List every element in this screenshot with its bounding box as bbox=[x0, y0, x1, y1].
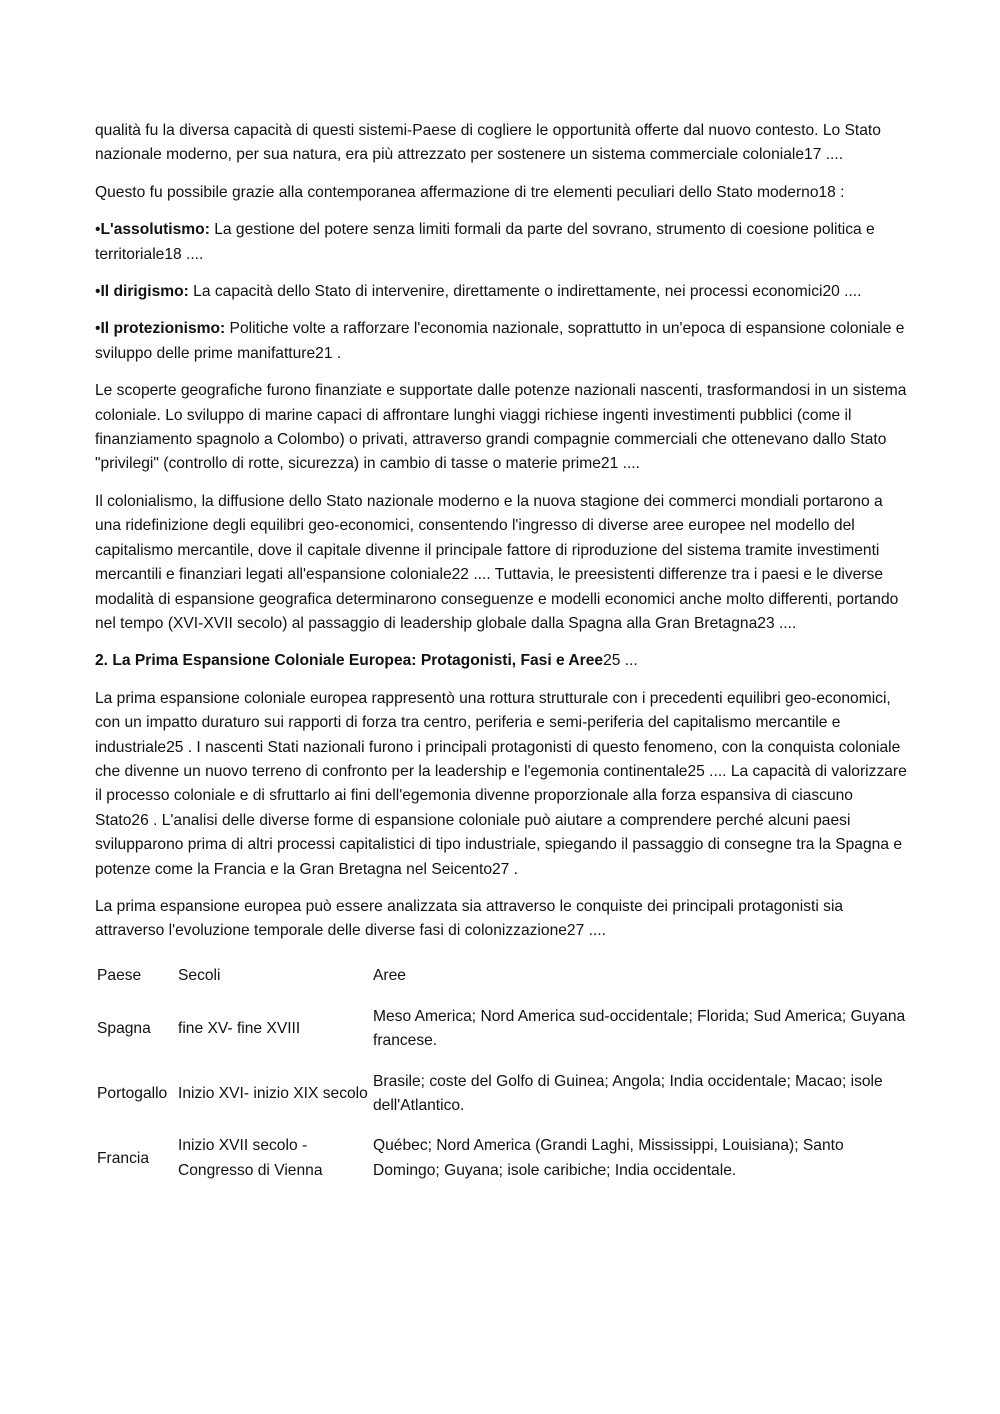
table-cell: Francia bbox=[97, 1149, 149, 1167]
paragraph: Il colonialismo, la diffusione dello Stato nazionale moderno e la nuova stagione dei commerci mondiali portarono a una ridefinizione degli equilibri geo-economici, consentendo l'ingresso di diverse aree europee nel modello del capitalismo mercantile, dove il capitale divenne il principale fattore di riproduzione del sistema tramite investimenti mercantili e finanziari legati all'espansione coloniale22 .... Tuttavia, le preesistenti differenze tra i paesi e le diverse modalità di espansione geografica determinarono conseguenze e modelli economici anche molto differenti, portando nel tempo (XVI-XVII secolo) al passaggio di leadership globale dalla Spagna alla Gran Bretagna23 .... bbox=[95, 492, 899, 632]
table-header-cell: Aree bbox=[373, 966, 406, 984]
document-page bbox=[95, 119, 907, 1195]
section-heading-ref: 25 ... bbox=[603, 652, 638, 670]
bullet-term: Il protezionismo: bbox=[100, 320, 226, 338]
paragraph: qualità fu la diversa capacità di questi sistemi-Paese di cogliere le opportunità offerte dal nuovo contesto. Lo Stato nazionale moderno, per sua natura, era più attrezzato per sostenere un sistema commerciale coloniale17 .... bbox=[95, 122, 881, 164]
bullet-item bbox=[95, 280, 907, 304]
table-cell: Spagna bbox=[97, 1019, 151, 1037]
bullet-term: L'assolutismo: bbox=[100, 221, 210, 239]
colonial-areas-table bbox=[95, 957, 907, 1195]
section-heading-title: 2. La Prima Espansione Coloniale Europea: Protagonisti, Fasi e Aree bbox=[95, 652, 604, 670]
table-cell: Meso America; Nord America sud-occidentale; Florida; Sud America; Guyana francese. bbox=[373, 1007, 906, 1050]
table-row bbox=[95, 1130, 907, 1195]
table-cell: Inizio XVII secolo - Congresso di Vienna bbox=[178, 1137, 323, 1179]
table-cell: Inizio XVI- inizio XIX secolo bbox=[178, 1084, 368, 1102]
table-row bbox=[95, 1001, 907, 1066]
table-header-cell: Secoli bbox=[178, 966, 221, 984]
bullet-text: La gestione del potere senza limiti formali da parte del sovrano, strumento di coesione politica e territoriale18 .... bbox=[95, 221, 875, 263]
bullet-marker: • bbox=[95, 221, 101, 239]
paragraph: La prima espansione coloniale europea rappresentò una rottura strutturale con i precedenti equilibri geo-economici, con un impatto duraturo sui rapporti di forza tra centro, periferia e semi-periferia del capitalismo mercantile e industriale25 . I nascenti Stati nazionali furono i principali protagonisti di questo fenomeno, con la conquista coloniale che divenne un nuovo terreno di confronto per la leadership e l'egemonia continentale25 .... La capacità di valorizzare il processo coloniale e di sfruttarlo ai fini dell'egemonia divenne proporzionale alla forza espansiva di ciascuno Stato26 . L'analisi delle diverse forme di espansione coloniale può aiutare a comprendere perché alcuni paesi svilupparono prima di altri processi capitalistici di tipo industriale, spiegando il passaggio di consegne tra la Spagna e potenze come la Francia e la Gran Bretagna nel Seicento27 . bbox=[95, 689, 907, 878]
bullet-text: La capacità dello Stato di intervenire, direttamente o indirettamente, nei processi economici20 .... bbox=[188, 283, 862, 301]
bullet-marker: • bbox=[95, 283, 101, 301]
table-cell: fine XV- fine XVIII bbox=[178, 1019, 301, 1037]
paragraph: Le scoperte geografiche furono finanziate e supportate dalle potenze nazionali nascenti, trasformandosi in un sistema coloniale. Lo sviluppo di marine capaci di affrontare lunghi viaggi richiese ingenti investimenti pubblici (come il finanziamento spagnolo a Colombo) o privati, attraverso grandi compagnie commerciali che ottenevano dallo Stato "privilegi" (controllo di rotte, sicurezza) in cambio di tasse o materie prime21 .... bbox=[95, 382, 907, 473]
bullet-item bbox=[95, 317, 907, 366]
bullet-item bbox=[95, 218, 907, 267]
table-cell: Portogallo bbox=[97, 1084, 168, 1102]
table-row bbox=[95, 1066, 907, 1131]
bullet-text: Politiche volte a rafforzare l'economia nazionale, soprattutto in un'epoca di espansione coloniale e sviluppo delle prime manifatture21 . bbox=[95, 320, 905, 362]
bullet-term: Il dirigismo: bbox=[100, 283, 189, 301]
table-cell: Brasile; coste del Golfo di Guinea; Angola; India occidentale; Macao; isole dell'Atlantico. bbox=[373, 1072, 883, 1114]
table-header-row bbox=[95, 957, 907, 1001]
paragraph: Questo fu possibile grazie alla contemporanea affermazione di tre elementi peculiari dello Stato moderno18 : bbox=[95, 183, 845, 201]
bullet-marker: • bbox=[95, 320, 101, 338]
paragraph: La prima espansione europea può essere analizzata sia attraverso le conquiste dei principali protagonisti sia attraverso l'evoluzione temporale delle diverse fasi di colonizzazione27 .... bbox=[95, 897, 844, 940]
table-cell: Québec; Nord America (Grandi Laghi, Mississippi, Louisiana); Santo Domingo; Guyana; isole caribiche; India occidentale. bbox=[373, 1137, 844, 1179]
section-heading bbox=[95, 649, 907, 673]
table-header-cell: Paese bbox=[97, 966, 142, 984]
